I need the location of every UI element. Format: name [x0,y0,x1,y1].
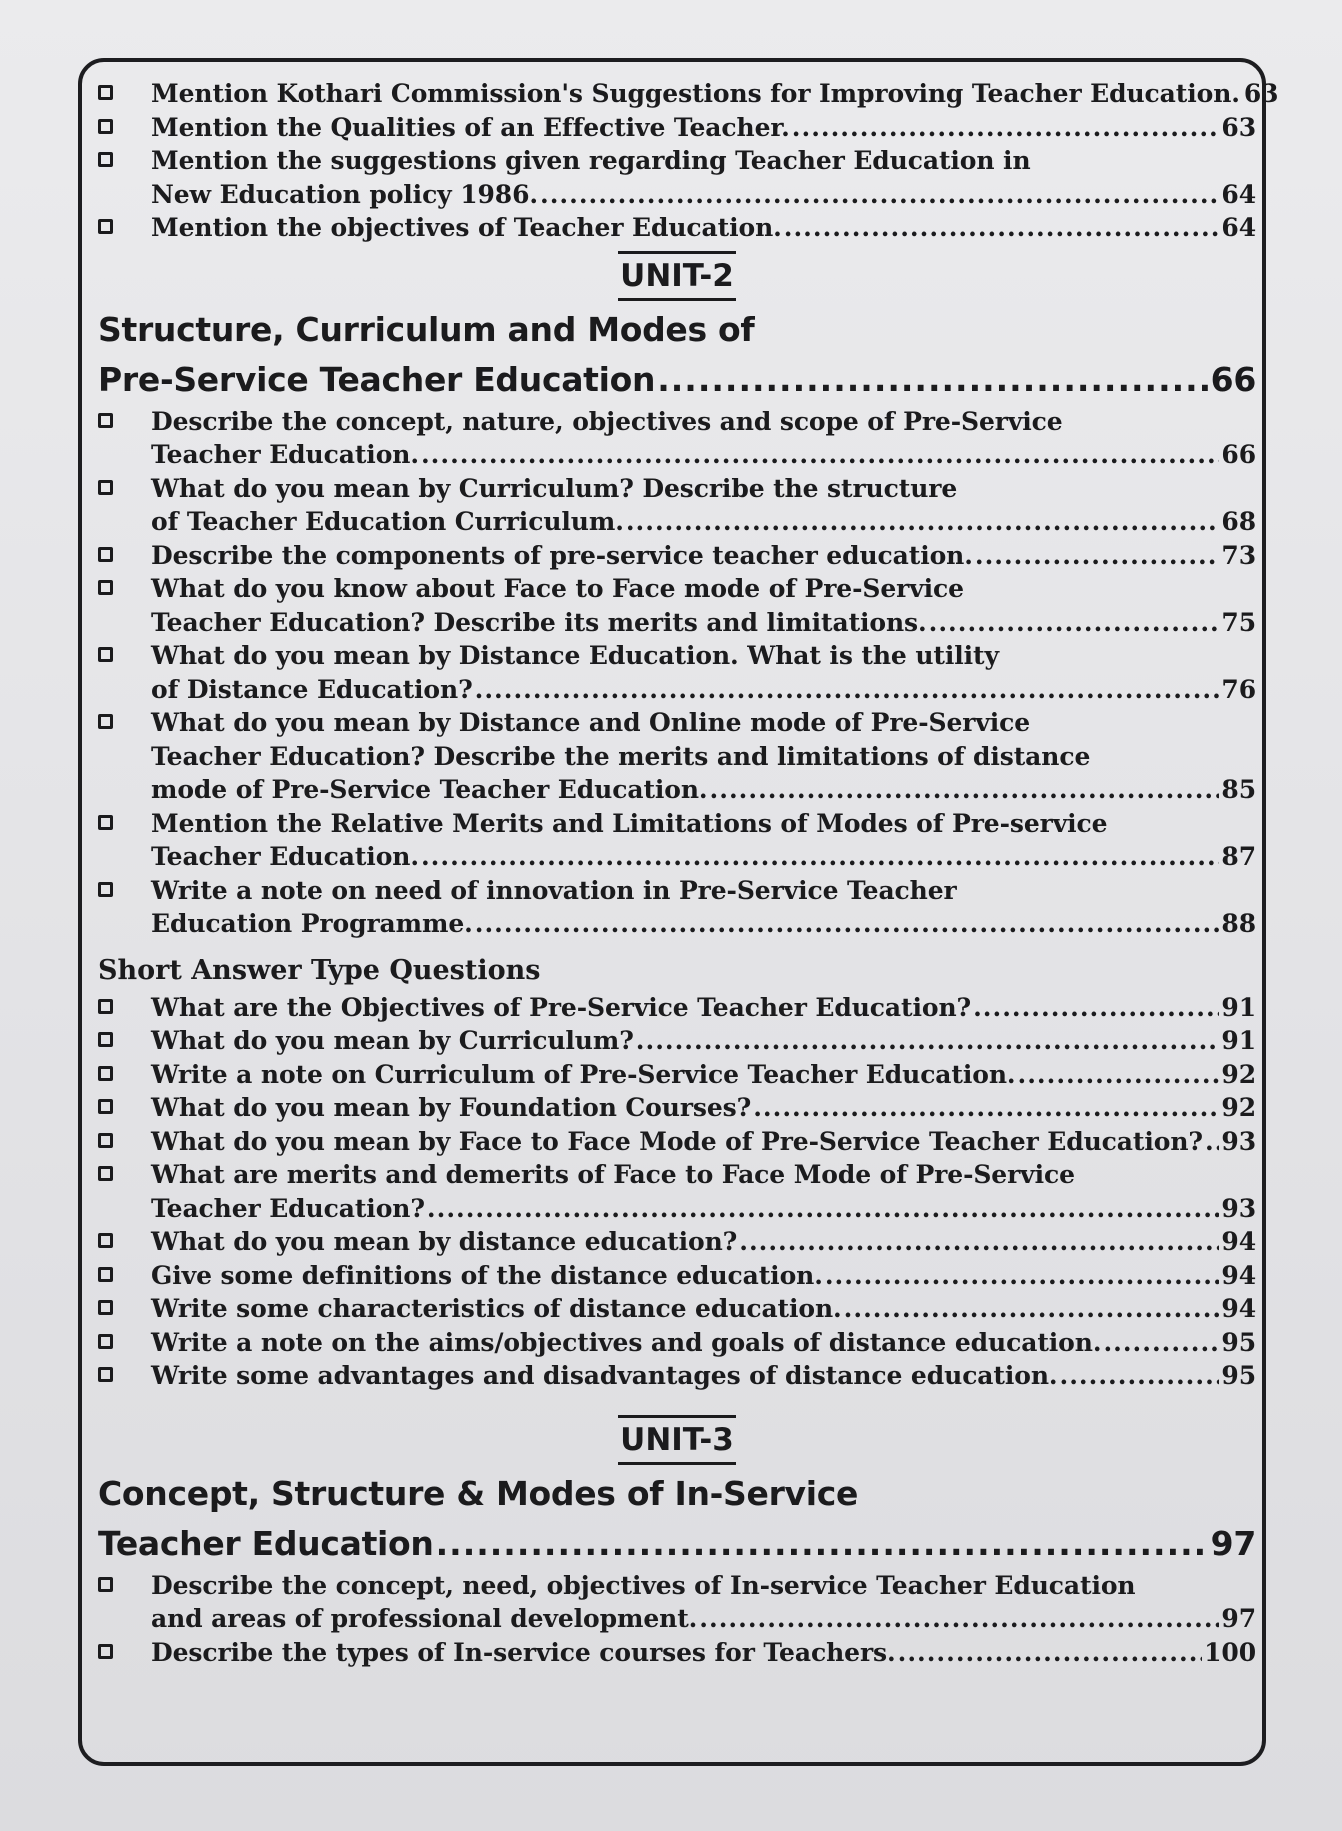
unit3-title-line2: Teacher Education [98,1523,434,1563]
checkbox-icon [98,999,113,1014]
toc-entry[interactable] [98,1259,1256,1293]
entry-text: Teacher Education? [151,1193,425,1223]
entry-text: Mention the objectives of Teacher Education. [151,213,782,242]
entry-text: What do you mean by distance education? [151,1227,738,1256]
page-number: 68 [1221,507,1256,536]
page-number: 63 [1221,112,1256,142]
short-answer-heading: Short Answer Type Questions [98,954,541,986]
leader-dots [844,1292,1220,1326]
entry-text: Mention the Qualities of an Effective Teacher. [151,112,790,142]
page-number: 95 [1221,1361,1256,1390]
leader-dots [475,907,1220,941]
unit3-page-number: 97 [1210,1523,1256,1563]
checkbox-icon [98,547,113,562]
page-number: 97 [1221,1604,1256,1633]
unit3-label: UNIT-3 [98,1415,1256,1465]
leader-dots [436,1519,1209,1569]
entry-text: What do you know about Face to Face mode of Pre-Service [151,574,964,603]
page-number: 91 [1221,992,1256,1022]
checkbox-icon [98,480,113,495]
entry-text: What do you mean by Curriculum? [151,1026,634,1055]
toc-entry[interactable] [98,572,1256,639]
short-answer-list [98,991,1256,1393]
page-number: 64 [1221,179,1256,209]
checkbox-icon [98,85,113,100]
checkbox-icon [98,1166,113,1181]
page-number: 94 [1221,1227,1256,1256]
leader-dots [929,606,1220,640]
toc-entry[interactable] [98,1292,1256,1326]
page-number: 66 [1221,440,1256,469]
entry-text: What are the Objectives of Pre-Service Teacher Education? [151,992,972,1022]
entry-text: Write a note on need of innovation in Pre-Service Teacher [151,875,957,905]
entry-text: Teacher Education. [151,440,419,469]
toc-entry[interactable] [98,807,1256,874]
toc-entry[interactable] [98,1125,1256,1159]
entry-text: Write some advantages and disadvantages of distance education. [151,1361,1058,1390]
leader-dots [710,773,1220,807]
leader-dots [792,111,1220,145]
entry-text: mode of Pre-Service Teacher Education. [151,775,708,804]
entry-text: Describe the concept, nature, objectives and scope of Pre-Service [151,406,1063,436]
toc-entry[interactable] [98,706,1256,807]
table-of-contents [98,77,1279,1669]
checkbox-icon [98,1032,113,1047]
toc-entry[interactable] [98,405,1256,472]
entry-text: Mention the Relative Merits and Limitations of Modes of Pre-service [151,808,1108,838]
toc-entry[interactable] [98,1636,1256,1670]
leader-dots [1205,1125,1219,1159]
toc-entry[interactable] [98,1569,1256,1636]
page-number: 63 [1243,79,1279,108]
page-number: 93 [1221,1193,1256,1223]
entry-text: What do you mean by Curriculum? Describe the structure [151,473,958,503]
entry-text: What are merits and demerits of Face to Face Mode of Pre-Service [151,1160,1075,1189]
leader-dots [421,840,1219,874]
toc-entry[interactable] [98,211,1256,245]
page-number: 92 [1221,1059,1256,1089]
checkbox-icon [98,1267,113,1282]
checkbox-icon [98,1066,113,1081]
checkbox-icon [98,1133,113,1148]
leader-dots [475,673,1220,707]
leader-dots [1103,1326,1219,1360]
entry-text: of Distance Education? [151,674,473,704]
leader-dots [626,505,1220,539]
toc-entry[interactable] [98,1058,1256,1092]
leader-dots [657,355,1208,405]
page-number: 87 [1221,842,1256,871]
entry-text: New Education policy 1986. [151,179,538,209]
page-number: 73 [1221,540,1256,570]
page-number: 93 [1221,1126,1256,1156]
page-number: 88 [1221,909,1256,938]
leader-dots [973,991,1219,1025]
toc-entry[interactable] [98,1158,1256,1225]
page-number: 94 [1221,1294,1256,1323]
leader-dots [753,1091,1219,1125]
toc-entry[interactable] [98,111,1256,145]
toc-entry[interactable] [98,1225,1256,1259]
leader-dots [739,1225,1219,1259]
checkbox-icon [98,1644,113,1659]
checkbox-icon [98,714,113,729]
entry-text: Teacher Education. [151,842,419,871]
checkbox-icon [98,580,113,595]
toc-entry[interactable] [98,472,1256,539]
unit3-title-line1: Concept, Structure & Modes of In-Service [98,1473,859,1513]
entry-text: What do you mean by Distance Education. What is the utility [151,641,999,670]
leader-dots [784,211,1220,245]
unit2-title-line2: Pre-Service Teacher Education [98,359,656,399]
leader-dots [1060,1359,1220,1393]
checkbox-icon [98,119,113,134]
checkbox-icon [98,882,113,897]
page-number: 94 [1221,1260,1256,1290]
entry-text: Teacher Education? Describe the merits and limitations of distance [151,741,1091,771]
entry-text: Describe the components of pre-service teacher education. [151,540,973,570]
checkbox-icon [98,1099,113,1114]
leader-dots [427,1192,1220,1226]
checkbox-icon [98,815,113,830]
checkbox-icon [98,1367,113,1382]
page-number: 76 [1221,674,1256,704]
checkbox-icon [98,1334,113,1349]
entry-text: Write some characteristics of distance education. [151,1294,842,1323]
checkbox-icon [98,1300,113,1315]
entry-text: Teacher Education? Describe its merits and limitations. [151,607,927,637]
page-number: 85 [1221,775,1256,804]
leader-dots [975,539,1220,573]
entry-text: Education Programme. [151,909,473,938]
page-number: 92 [1221,1093,1256,1122]
unit3-title[interactable] [98,1469,1256,1569]
unit2-label: UNIT-2 [98,251,1256,301]
leader-dots [825,1259,1220,1293]
unit2-title-line1: Structure, Curriculum and Modes of [98,309,755,349]
entry-text: What do you mean by Face to Face Mode of Pre-Service Teacher Education? [151,1126,1203,1156]
leader-dots [636,1024,1220,1058]
toc-entry[interactable] [98,1024,1256,1058]
leader-dots [699,1602,1219,1636]
checkbox-icon [98,1233,113,1248]
toc-entry[interactable] [98,639,1256,706]
leader-dots [898,1636,1203,1670]
entry-text: Describe the concept, need, objectives of In-service Teacher Education [151,1570,1136,1600]
checkbox-icon [98,647,113,662]
entry-text: What do you mean by Distance and Online mode of Pre-Service [151,708,1031,737]
toc-entry[interactable] [98,77,1279,111]
page-number: 91 [1221,1026,1256,1055]
leader-dots [421,438,1219,472]
unit3-entry-list [98,1569,1256,1670]
checkbox-icon [98,219,113,234]
toc-entry[interactable] [98,991,1256,1025]
page-number: 95 [1221,1327,1256,1357]
toc-entry[interactable] [98,1326,1256,1360]
entry-text: Describe the types of In-service courses for Teachers. [151,1637,896,1667]
page-number: 75 [1221,607,1256,637]
unit2-entry-list [98,405,1256,941]
checkbox-icon [98,1577,113,1592]
entry-text: Give some definitions of the distance education. [151,1260,823,1290]
entry-text: of Teacher Education Curriculum. [151,507,624,536]
toc-entry[interactable] [98,1091,1256,1125]
entry-text: Mention Kothari Commission's Suggestions for Improving Teacher Education. [151,79,1240,108]
leader-dots [540,178,1219,212]
toc-entry[interactable] [98,144,1256,211]
entry-text: Mention the suggestions given regarding Teacher Education in [151,146,1031,175]
entry-text: Write a note on Curriculum of Pre-Service Teacher Education. [151,1059,1016,1089]
checkbox-icon [98,413,113,428]
page-number: 100 [1204,1637,1256,1667]
toc-entry[interactable] [98,874,1256,941]
toc-entry[interactable] [98,539,1256,573]
page-number: 64 [1221,213,1256,242]
unit2-title[interactable] [98,305,1256,405]
toc-entry[interactable] [98,1359,1256,1393]
entry-text: What do you mean by Foundation Courses? [151,1093,752,1122]
checkbox-icon [98,152,113,167]
leader-dots [1018,1058,1220,1092]
unit2-page-number: 66 [1210,359,1256,399]
unit1-tail-list [98,77,1279,245]
entry-text: and areas of professional development. [151,1604,698,1633]
entry-text: Write a note on the aims/objectives and goals of distance education. [151,1327,1102,1357]
